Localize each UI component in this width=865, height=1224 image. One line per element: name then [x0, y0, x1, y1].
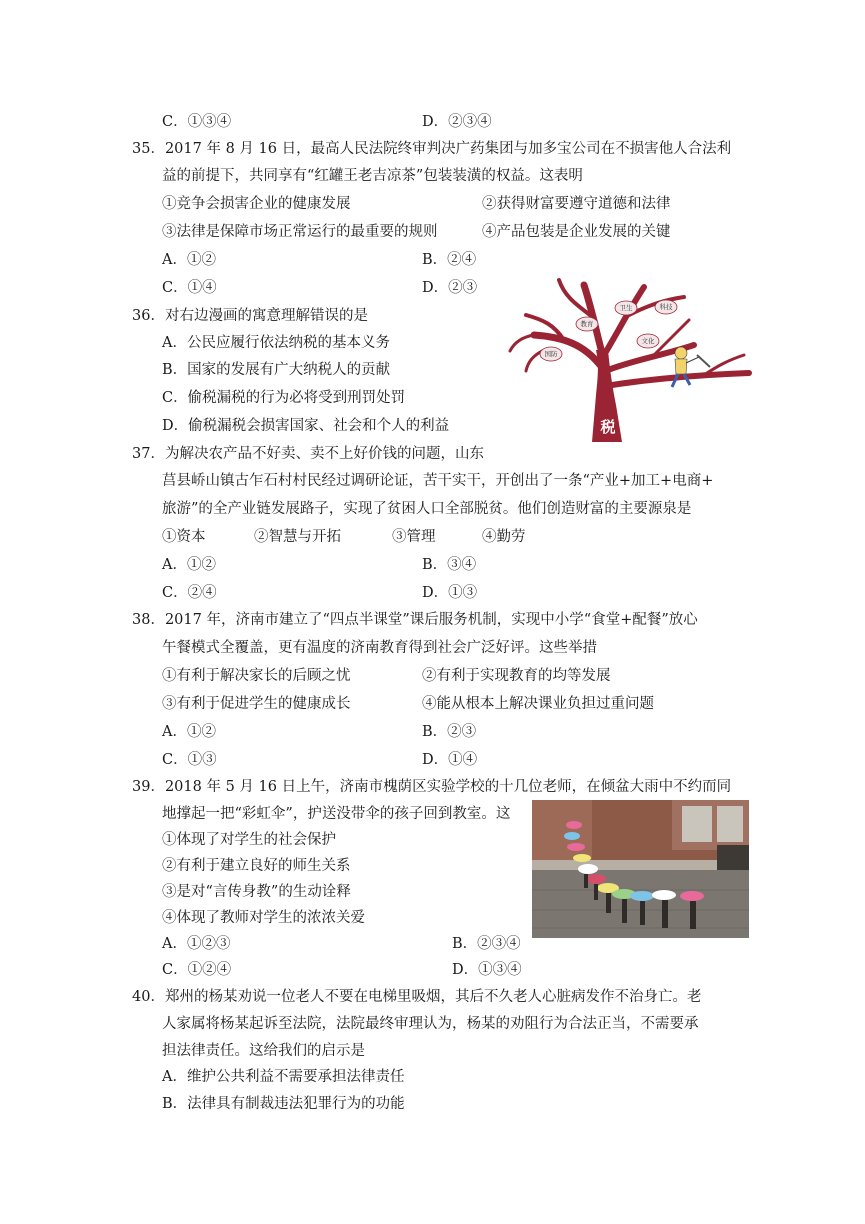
sawing-man-figure [672, 347, 710, 387]
q37-statement-1: ①资本 [162, 529, 206, 545]
q39-stem-line1: 39．2018 年 5 月 16 日上午，济南市槐荫区实验学校的十几位老师，在倾盆大雨中不约而同 [132, 779, 732, 795]
q38-statement-3: ③有利于促进学生的健康成长 [162, 696, 351, 712]
q39-statement-4: ④体现了教师对学生的浓浓关爱 [162, 910, 365, 926]
leaf-label-culture: 文化 [641, 337, 655, 345]
q35-statement-1: ①竞争会损害企业的健康发展 [162, 196, 351, 212]
tax-tree-illustration [504, 275, 758, 442]
q35-statement-3: ③法律是保障市场正常运行的最重要的规则 [162, 224, 438, 240]
q40-stem-line3: 担法律责任。这给我们的启示是 [162, 1043, 365, 1059]
q38-option-a: A．①② [162, 724, 216, 740]
q39-option-c: C．①②④ [162, 962, 232, 978]
q35-statement-2: ②获得财富要遵守道德和法律 [482, 196, 671, 212]
q37-statement-4: ④勤劳 [482, 529, 526, 545]
leaf-label-health: 卫生 [619, 304, 633, 312]
q36-option-b: B．国家的发展有广大纳税人的贡献 [162, 362, 391, 378]
leaf-label-defense: 国防 [544, 350, 558, 358]
q37-option-a: A．①② [162, 557, 216, 573]
q40-option-a: A．维护公共利益不需要承担法律责任 [162, 1069, 405, 1085]
q35-option-d: D．②③ [422, 280, 478, 296]
q40-option-b: B．法律具有制裁违法犯罪行为的功能 [162, 1096, 405, 1112]
q36-option-d: D．偷税漏税会损害国家、社会和个人的利益 [162, 418, 450, 434]
q39-statement-2: ②有利于建立良好的师生关系 [162, 858, 351, 874]
rainbow-umbrella-photo [532, 800, 749, 938]
q37-stem-line1: 37．为解决农产品不好卖、卖不上好价钱的问题，山东 [132, 446, 484, 462]
q37-option-b: B．③④ [422, 557, 477, 573]
q38-statement-4: ④能从根本上解决课业负担过重问题 [422, 696, 654, 712]
q38-stem-line2: 午餐模式全覆盖，更有温度的济南教育得到社会广泛好评。这些举措 [162, 640, 597, 656]
q38-option-d: D．①④ [422, 752, 478, 768]
q39-statement-3: ③是对“言传身教”的生动诠释 [162, 884, 351, 900]
q35-stem-line1: 35．2017 年 8 月 16 日，最高人民法院终审判决广药集团与加多宝公司在不损害他人合法利 [132, 141, 732, 157]
q37-statement-2: ②智慧与开拓 [254, 529, 341, 545]
q40-stem-line2: 人家属将杨某起诉至法院，法院最终审理认为，杨某的劝阻行为合法正当，不需要承 [162, 1016, 699, 1032]
q38-option-b: B．②③ [422, 724, 477, 740]
q37-stem-line3: 旅游”的全产业链发展路子，实现了贫困人口全部脱贫。他们创造财富的主要源泉是 [162, 501, 692, 517]
q35-option-a: A．①② [162, 252, 216, 268]
q37-option-d: D．①③ [422, 585, 478, 601]
q38-statement-1: ①有利于解决家长的后顾之忧 [162, 668, 351, 684]
q38-statement-2: ②有利于实现教育的均等发展 [422, 668, 611, 684]
q39-option-b: B．②③④ [452, 936, 521, 952]
q37-statement-3: ③管理 [392, 529, 436, 545]
q35-statement-4: ④产品包装是企业发展的关键 [482, 224, 671, 240]
rainbow-umbrella-illustration [532, 800, 749, 938]
trunk-label-tax: 税 [600, 418, 616, 436]
q40-stem-line1: 40．郑州的杨某劝说一位老人不要在电梯里吸烟，其后不久老人心脏病发作不治身亡。老 [132, 989, 702, 1005]
q39-option-d: D．①③④ [452, 962, 522, 978]
q38-option-c: C．①③ [162, 752, 217, 768]
q37-option-c: C．②④ [162, 585, 217, 601]
q36-option-a: A．公民应履行依法纳税的基本义务 [162, 335, 390, 351]
q39-option-a: A．①②③ [162, 936, 231, 952]
q36-stem: 36．对右边漫画的寓意理解错误的是 [132, 308, 368, 324]
leaf-label-technology: 科技 [659, 303, 673, 311]
q36-option-c: C．偷税漏税的行为必将受到刑罚处罚 [162, 390, 406, 406]
leaf-label-education: 教育 [580, 320, 594, 328]
q34-option-d: D．②③④ [422, 114, 492, 130]
q35-option-c: C．①④ [162, 280, 217, 296]
q39-statement-1: ①体现了对学生的社会保护 [162, 832, 336, 848]
q38-stem-line1: 38．2017 年，济南市建立了“四点半课堂”课后服务机制，实现中小学“食堂+配餐”放心 [132, 612, 698, 628]
tax-tree-cartoon [504, 275, 758, 442]
q35-stem-line2: 益的前提下，共同享有“红罐王老吉凉茶”包装装潢的权益。这表明 [162, 168, 583, 184]
q34-option-c: C．①③④ [162, 114, 232, 130]
q37-stem-line2: 莒县峤山镇古乍石村村民经过调研论证，苦干实干，开创出了一条“产业+加工+电商+ [162, 473, 714, 489]
q35-option-b: B．②④ [422, 252, 477, 268]
q39-stem-line2: 地撑起一把“彩虹伞”，护送没带伞的孩子回到教室。这 [162, 806, 511, 822]
